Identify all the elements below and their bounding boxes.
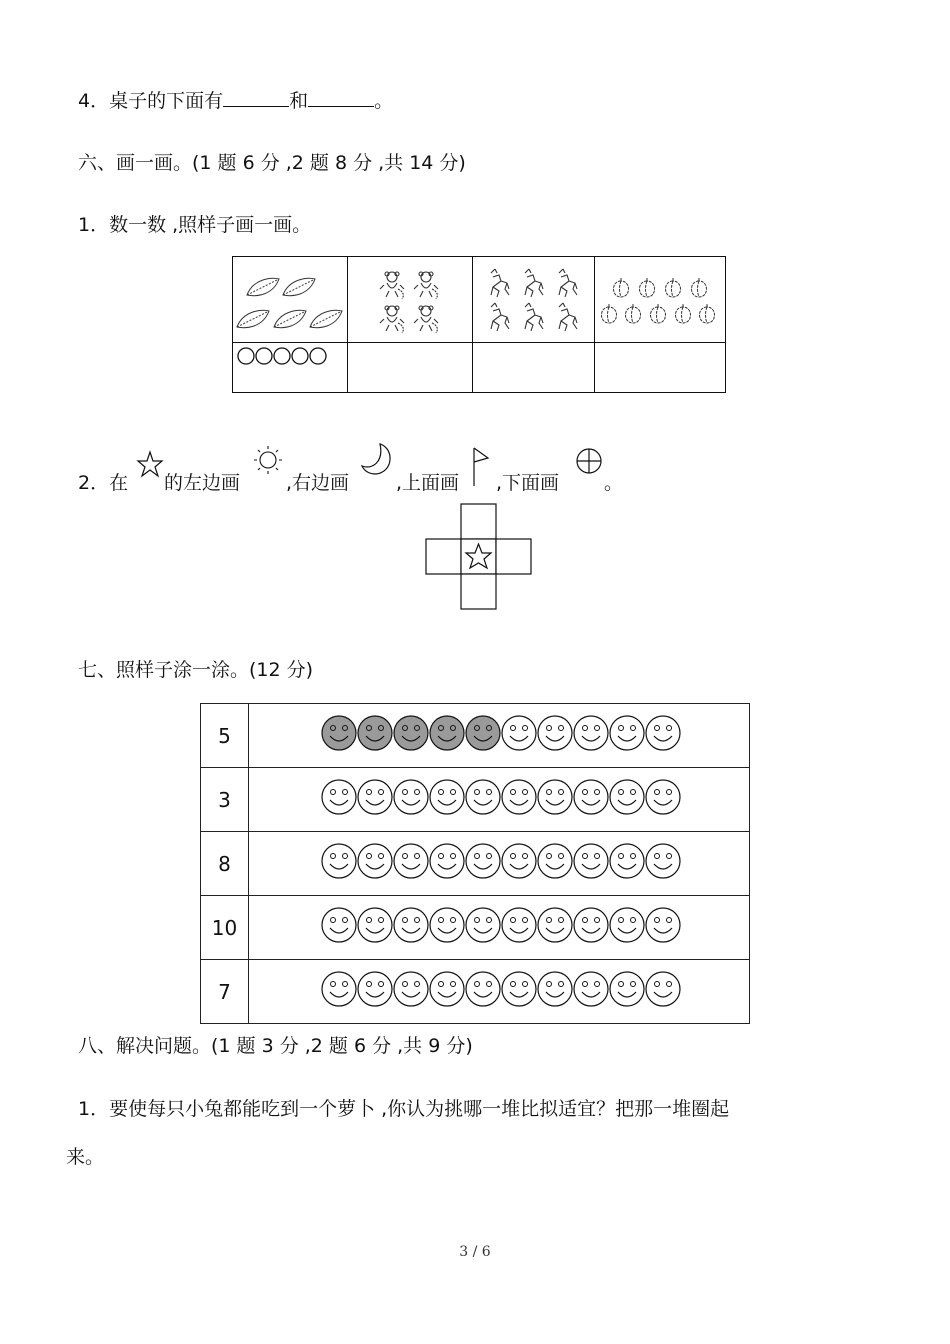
deer-icon	[491, 269, 509, 297]
smiley-face-icon[interactable]	[538, 908, 572, 942]
smiley-face-icon[interactable]	[430, 908, 464, 942]
smiley-face-icon[interactable]	[574, 716, 608, 750]
grid-cell-right	[496, 539, 531, 574]
smiley-face-icon[interactable]	[538, 844, 572, 878]
leaf-icon	[247, 278, 279, 295]
shaded-smiley-face-icon[interactable]	[394, 716, 428, 750]
sun-icon	[250, 444, 286, 480]
smiley-face-icon[interactable]	[502, 780, 536, 814]
smiley-face-icon[interactable]	[646, 908, 680, 942]
smiley-face-icon[interactable]	[358, 844, 392, 878]
smiley-face-icon[interactable]	[430, 780, 464, 814]
smiley-face-icon[interactable]	[358, 972, 392, 1006]
cross-grid	[425, 503, 533, 611]
crossed-circle-icon	[574, 446, 604, 476]
question-6-1: 1．数一数 ,照样子画一画。	[78, 214, 312, 236]
leaf-icon	[274, 310, 306, 327]
smiley-face-icon[interactable]	[646, 780, 680, 814]
grid-cell-left	[426, 539, 461, 574]
q2-text-1: 的左边画	[164, 472, 241, 494]
deer-cell	[472, 257, 595, 343]
leaf-icon	[283, 278, 315, 295]
smiley-face-icon[interactable]	[538, 716, 572, 750]
smiley-face-icon[interactable]	[322, 844, 356, 878]
monkey-icon	[414, 306, 438, 333]
peach-icon	[602, 303, 617, 323]
faces-cell	[249, 896, 750, 960]
smiley-face-icon[interactable]	[358, 908, 392, 942]
smiley-face-icon[interactable]	[646, 844, 680, 878]
monkey-cell	[347, 257, 472, 343]
smiley-face-icon[interactable]	[466, 780, 500, 814]
shaded-smiley-face-icon[interactable]	[430, 716, 464, 750]
paint-row	[201, 704, 750, 768]
section-6-title: 六、画一画。(1 题 6 分 ,2 题 8 分 ,共 14 分)	[78, 152, 466, 174]
shaded-smiley-face-icon[interactable]	[358, 716, 392, 750]
smiley-face-icon[interactable]	[646, 716, 680, 750]
peach-icon	[651, 303, 666, 323]
deer-icon	[525, 303, 543, 331]
peach-icon	[614, 277, 629, 297]
smiley-face-icon[interactable]	[502, 972, 536, 1006]
smiley-face-icon[interactable]	[502, 716, 536, 750]
smiley-face-icon[interactable]	[502, 908, 536, 942]
deer-answer-cell[interactable]	[472, 343, 595, 393]
paint-table	[200, 703, 750, 1024]
faces-cell	[249, 768, 750, 832]
monkey-answer-cell[interactable]	[347, 343, 472, 393]
smiley-face-icon[interactable]	[430, 844, 464, 878]
row-number: 8	[201, 832, 249, 896]
smiley-face-icon[interactable]	[610, 716, 644, 750]
q2-text-3: ,上面画	[396, 472, 460, 494]
faces-cell	[249, 832, 750, 896]
smiley-face-icon[interactable]	[466, 908, 500, 942]
leaf-picture	[233, 257, 345, 337]
faces-row	[249, 960, 749, 1018]
q2-text-5: 。	[604, 472, 624, 494]
deer-icon	[559, 269, 577, 297]
smiley-face-icon[interactable]	[394, 844, 428, 878]
smiley-face-icon[interactable]	[430, 972, 464, 1006]
peach-icon	[666, 277, 681, 297]
smiley-face-icon[interactable]	[610, 780, 644, 814]
monkey-icon	[380, 272, 404, 299]
smiley-face-icon[interactable]	[358, 780, 392, 814]
section-8-title: 八、解决问题。(1 题 3 分 ,2 题 6 分 ,共 9 分)	[78, 1035, 473, 1057]
deer-icon	[559, 303, 577, 331]
faces-cell	[249, 704, 750, 768]
shaded-smiley-face-icon[interactable]	[466, 716, 500, 750]
paint-row	[201, 832, 750, 896]
smiley-face-icon[interactable]	[394, 780, 428, 814]
example-circles	[233, 343, 343, 369]
question-4-mid: 和	[289, 90, 309, 112]
peach-cell	[595, 257, 726, 343]
smiley-face-icon[interactable]	[574, 972, 608, 1006]
smiley-face-icon[interactable]	[610, 908, 644, 942]
q2-text-4: ,下面画	[496, 472, 560, 494]
smiley-face-icon[interactable]	[574, 908, 608, 942]
leaf-icon	[310, 310, 342, 327]
smiley-face-icon[interactable]	[574, 780, 608, 814]
row-number: 7	[201, 960, 249, 1024]
smiley-face-icon[interactable]	[466, 844, 500, 878]
peach-icon	[676, 303, 691, 323]
smiley-face-icon[interactable]	[322, 780, 356, 814]
faces-row	[249, 704, 749, 762]
paint-row	[201, 896, 750, 960]
answer-blank-2[interactable]	[308, 88, 374, 107]
smiley-face-icon[interactable]	[466, 972, 500, 1006]
leaf-icon	[237, 310, 269, 327]
monkey-icon	[414, 272, 438, 299]
peach-icon	[626, 303, 641, 323]
faces-row	[249, 832, 749, 890]
monkey-picture	[348, 257, 470, 337]
smiley-face-icon[interactable]	[610, 844, 644, 878]
smiley-face-icon[interactable]	[538, 972, 572, 1006]
smiley-face-icon[interactable]	[322, 908, 356, 942]
leaf-cell	[233, 257, 348, 343]
paint-row	[201, 768, 750, 832]
section-7-title: 七、照样子涂一涂。(12 分)	[78, 659, 314, 681]
peach-icon	[640, 277, 655, 297]
peach-icon	[700, 303, 715, 323]
example-answer-cell	[233, 343, 348, 393]
smiley-face-icon[interactable]	[538, 780, 572, 814]
grid-cell-top	[461, 504, 496, 539]
row-number: 3	[201, 768, 249, 832]
answer-blank-1[interactable]	[223, 88, 289, 107]
smiley-face-icon[interactable]	[322, 972, 356, 1006]
smiley-face-icon[interactable]	[646, 972, 680, 1006]
faces-cell	[249, 960, 750, 1024]
peach-picture	[595, 257, 723, 337]
deer-icon	[525, 269, 543, 297]
faces-row	[249, 896, 749, 954]
smiley-face-icon[interactable]	[574, 844, 608, 878]
q2-prefix: 2．在	[78, 472, 129, 494]
page-number: 3 / 6	[459, 1244, 491, 1260]
peach-answer-cell[interactable]	[595, 343, 726, 393]
monkey-icon	[380, 306, 404, 333]
question-4	[78, 86, 393, 113]
question-4-prefix: 4．桌子的下面有	[78, 90, 224, 112]
star-icon	[136, 450, 164, 478]
moon-icon	[360, 440, 396, 480]
smiley-face-icon[interactable]	[502, 844, 536, 878]
row-number: 5	[201, 704, 249, 768]
deer-picture	[473, 257, 593, 337]
deer-icon	[491, 303, 509, 331]
faces-row	[249, 768, 749, 826]
grid-cell-bottom	[461, 574, 496, 609]
smiley-face-icon[interactable]	[394, 908, 428, 942]
shaded-smiley-face-icon[interactable]	[322, 716, 356, 750]
q2-text-2: ,右边画	[286, 472, 350, 494]
question-8-1-line-2: 来。	[66, 1146, 105, 1168]
question-8-1-line-1: 1．要使每只小兔都能吃到一个萝卜 ,你认为挑哪一堆比拟适宜？把那一堆圈起	[78, 1098, 730, 1120]
question-4-suffix: 。	[374, 90, 394, 112]
smiley-face-icon[interactable]	[394, 972, 428, 1006]
peach-icon	[692, 277, 707, 297]
paint-row	[201, 960, 750, 1024]
flag-icon	[470, 444, 494, 488]
smiley-face-icon[interactable]	[610, 972, 644, 1006]
count-table	[232, 256, 726, 393]
row-number: 10	[201, 896, 249, 960]
